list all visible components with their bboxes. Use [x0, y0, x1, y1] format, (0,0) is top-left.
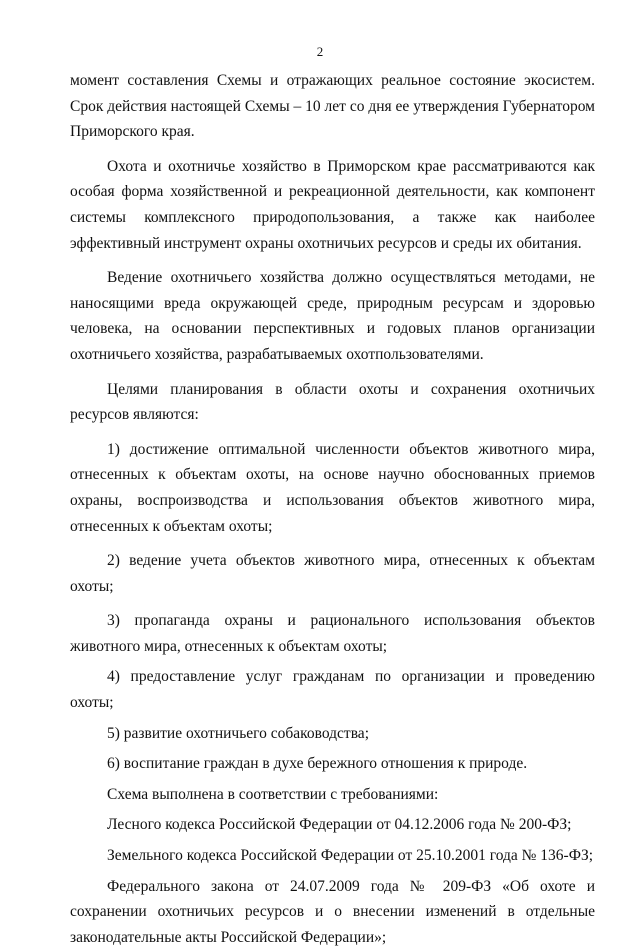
goal-item-1: 1) достижение оптимальной численности объектов животного мира, отнесенных к объектам охоты, на основе научно обоснованных приемов охраны, воспроизводства и использования объектов животного мира, отнесенных к объектам охоты;: [70, 440, 595, 535]
paragraph-management-methods: Ведение охотничьего хозяйства должно осуществляться методами, не наносящими вреда окружающей среде, природным ресурсам и здоровью человека, на основании перспективных и годовых планов организации охотничьего хозяйства, разрабатываемых охотпользователями.: [70, 269, 595, 363]
requirement-land-code: Земельного кодекса Российской Федерации от 25.10.2001 года № 136-ФЗ;: [107, 847, 594, 865]
goal-item-5: 5) развитие охотничьего собаководства;: [107, 724, 369, 742]
requirement-forest-code: Лесного кодекса Российской Федерации от 04.12.2006 года № 200-ФЗ;: [107, 816, 572, 834]
paragraph-scheme-term: момент составления Схемы и отражающих реальное состояние экосистем. Срок действия настоящей Схемы – 10 лет со дня ее утверждения Губернатором Приморского края.: [70, 72, 595, 141]
goal-item-4: 4) предоставление услуг гражданам по организации и проведению охоты;: [70, 668, 595, 712]
goal-item-2: 2) ведение учета объектов животного мира, отнесенных к объектам охоты;: [70, 552, 595, 595]
paragraph-planning-goals: Целями планирования в области охоты и сохранения охотничьих ресурсов являются:: [70, 380, 595, 424]
goal-item-3: 3) пропаганда охраны и рационального использования объектов животного мира, отнесенных к объектам охоты;: [70, 612, 595, 655]
goal-item-6: 6) воспитание граждан в духе бережного отношения к природе.: [107, 755, 528, 773]
page-number: 2: [316, 44, 324, 59]
paragraph-requirements-intro: Схема выполнена в соответствии с требованиями:: [107, 785, 439, 803]
requirement-federal-law: Федерального закона от 24.07.2009 года № 209-ФЗ «Об охоте и сохранении охотничьих ресурсов и о внесении изменений в отдельные законодательные акты Российской Федерации»;: [70, 877, 595, 946]
paragraph-hunting-economy: Охота и охотничье хозяйство в Приморском крае рассматриваются как особая форма хозяйственной и рекреационной деятельности, как компонент системы комплексного природопользования, а также как наиболее эффективный инструмент охраны охотничьих ресурсов и среды их обитания.: [70, 157, 595, 252]
document-body: [70, 68, 595, 950]
